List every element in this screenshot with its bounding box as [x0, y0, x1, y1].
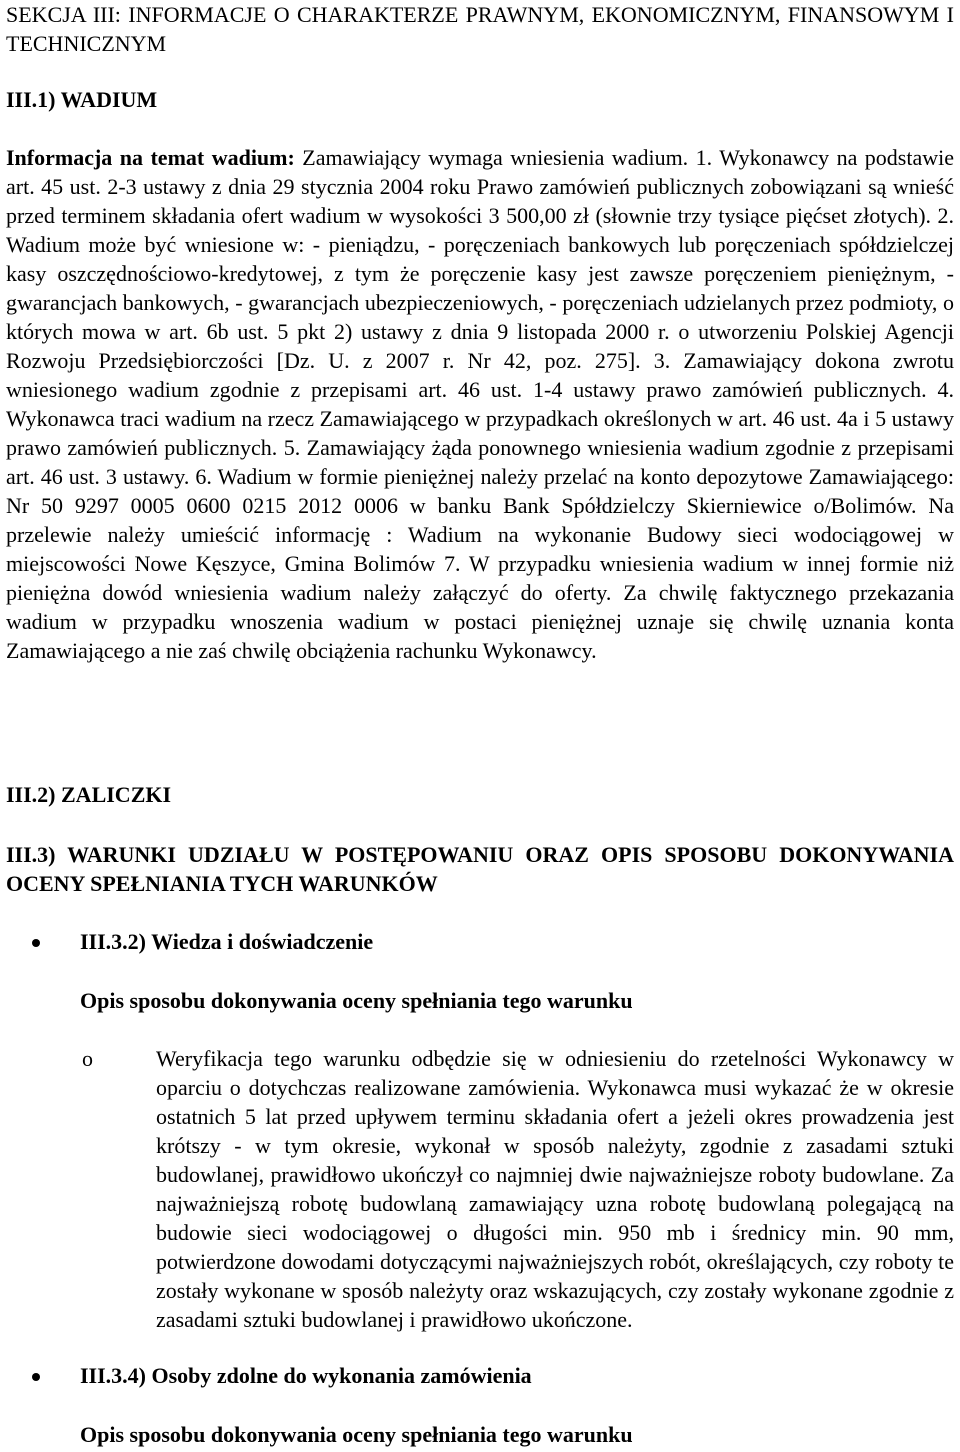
circle-bullet-icon: o — [82, 1046, 93, 1071]
wadium-heading: III.1) WADIUM — [6, 87, 158, 112]
osoby-opis-heading: Opis sposobu dokonywania oceny spełniania tego warunku — [80, 1422, 633, 1447]
wiedza-sub-text: Weryfikacja tego warunku odbędzie się w odniesieniu do rzetelności Wykonawcy w oparciu o dotychczas realizowane zamówienia. Wykonawca musi wykazać że w okresie ostatnich 5 lat przed upływem terminu składania ofert a jeżeli okres prowadzenia jest krótszy - w tym okresie, wykonał w sposób należyty, zgodnie z zasadami sztuki budowlanej, prawidłowo ukończył co najmniej dwie najważniejsze roboty budowlane. Za najważniejszą robotę budowlaną zamawiający uzna robotę budowlaną polegającą na budowie sieci wodociągowej o długości min. 950 mb i średnicy min. 90 mm, potwierdzone dowodami dotyczącymi najważniejszych robót, określających, czy roboty te zostały wykonane w sposób należyty oraz wskazujących, czy zostały wykonane zgodnie z zasadami sztuki budowlanej i prawidłowo ukończone. — [156, 1046, 954, 1332]
wiedza-title: III.3.2) Wiedza i doświadczenie — [80, 929, 374, 954]
section-title: SEKCJA III: INFORMACJE O CHARAKTERZE PRAWNYM, EKONOMICZNYM, FINANSOWYM I TECHNICZNYM — [6, 2, 954, 56]
wadium-paragraph — [6, 143, 954, 665]
bullet-icon — [32, 1373, 40, 1381]
warunki-heading: III.3) WARUNKI UDZIAŁU W POSTĘPOWANIU ORAZ OPIS SPOSOBU DOKONYWANIA OCENY SPEŁNIANIA TYCH WARUNKÓW — [6, 842, 954, 896]
bullet-icon — [32, 939, 40, 947]
wadium-label: Informacja na temat wadium: — [6, 145, 295, 170]
zaliczki-heading: III.2) ZALICZKI — [6, 782, 172, 807]
osoby-title: III.3.4) Osoby zdolne do wykonania zamówienia — [80, 1363, 532, 1388]
wiedza-opis-heading: Opis sposobu dokonywania oceny spełniania tego warunku — [80, 988, 633, 1013]
wadium-text: Zamawiający wymaga wniesienia wadium. 1. Wykonawcy na podstawie art. 45 ust. 2-3 ustawy z dnia 29 stycznia 2004 roku Prawo zamówień publicznych zobowiązani są wnieść przed terminem składania ofert wadium w wysokości 3 500,00 zł (słownie trzy tysiące pięćset złotych). 2. Wadium może być wniesione w: - pieniądzu, - poręczeniach bankowych lub poręczeniach spółdzielczej kasy oszczędnościowo-kredytowej, z tym że poręczenie kasy jest zawsze poręczeniem pieniężnym, - gwarancjach bankowych, - gwarancjach ubezpieczeniowych, - poręczeniach udzielanych przez podmioty, o których mowa w art. 6b ust. 5 pkt 2) ustawy z dnia 9 listopada 2000 r. o utworzeniu Polskiej Agencji Rozwoju Przedsiębiorczości [Dz. U. z 2007 r. Nr 42, poz. 275]. 3. Zamawiający dokona zwrotu wniesionego wadium zgodnie z przepisami art. 46 ust. 1-4 ustawy prawo zamówień publicznych. 4. Wykonawca traci wadium na rzecz Zamawiającego w przypadkach określonych w art. 46 ust. 4a i 5 ustawy prawo zamówień publicznych. 5. Zamawiający żąda ponownego wniesienia wadium zgodnie z przepisami art. 46 ust. 3 ustawy. 6. Wadium w formie pieniężnej należy przelać na konto depozytowe Zamawiającego: Nr 50 9297 0005 0600 0215 2012 0006 w banku Bank Spółdzielczy Skierniewice o/Bolimów. Na przelewie należy umieścić informację : Wadium na wykonanie Budowy sieci wodociągowej w miejscowości Nowe Kęszyce, Gmina Bolimów 7. W przypadku wniesienia wadium w innej formie niż pieniężna dowód wniesienia wadium należy załączyć do oferty. Za chwilę faktycznego przekazania wadium w przypadku wnoszenia wadium w postaci pieniężnej uznaje się chwilę uznania konta Zamawiającego a nie zaś chwilę obciążenia rachunku Wykonawcy. — [6, 145, 955, 663]
